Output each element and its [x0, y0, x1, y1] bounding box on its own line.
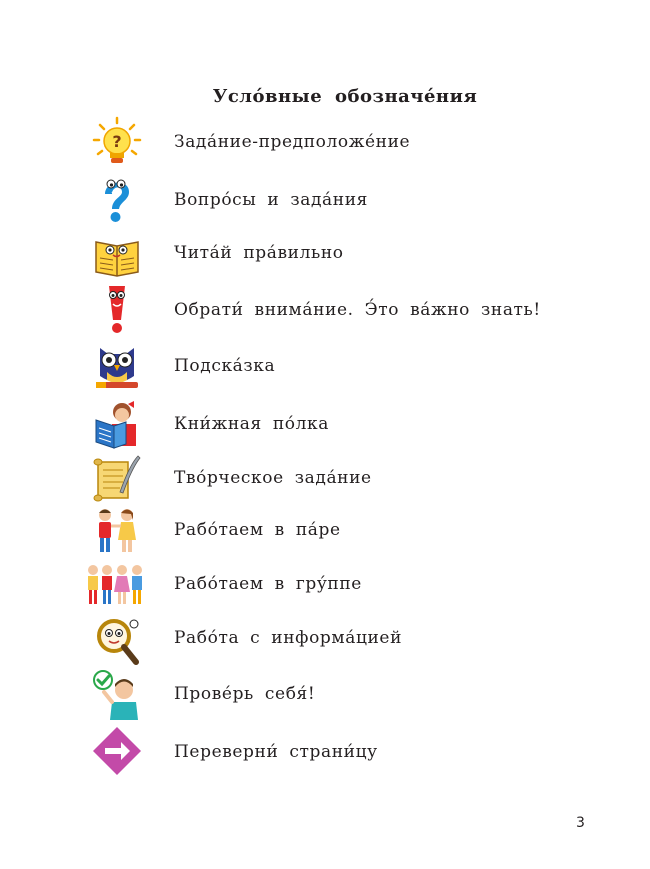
legend-label: Рабо́таем в гру́ппе: [174, 574, 362, 594]
legend-label: Подска́зка: [174, 356, 276, 376]
legend-item: [0, 668, 650, 724]
question-mark-character-icon: [90, 172, 144, 226]
legend-label: Прове́рь себя́!: [174, 684, 316, 704]
scroll-with-quill-icon: [90, 452, 144, 506]
legend-label: Обрати́ внима́ние. Э́то ва́жно знать!: [174, 300, 541, 320]
legend-label: Чита́й пра́вильно: [174, 243, 344, 263]
legend-item: [0, 228, 650, 284]
legend-label: Рабо́та с информа́цией: [174, 628, 403, 648]
legend-label: Переверни́ страни́цу: [174, 742, 378, 762]
legend-item: [0, 614, 650, 670]
two-children-icon: [90, 506, 144, 560]
group-of-children-icon: [84, 560, 146, 614]
lightbulb-question-icon: [90, 116, 144, 170]
svg-text:?: ?: [112, 132, 122, 151]
legend-item: [0, 340, 650, 396]
legend-item: [0, 172, 650, 228]
legend-item: [0, 560, 650, 616]
legend-item: [0, 398, 650, 454]
legend-label: Вопро́сы и зада́ния: [174, 190, 368, 210]
owl-icon: [90, 340, 144, 394]
legend-label: Рабо́таем в па́ре: [174, 520, 341, 540]
girl-reading-book-icon: [90, 398, 144, 452]
legend-label: Кни́жная по́лка: [174, 414, 329, 434]
legend-title: Усло́вные обозначе́ния: [212, 86, 478, 107]
turn-page-arrow-icon: [90, 724, 144, 778]
legend-item: [0, 724, 650, 780]
legend-item: [0, 506, 650, 562]
magnifying-glass-character-icon: [90, 614, 144, 668]
exclamation-mark-character-icon: [90, 282, 144, 336]
legend-item: [0, 282, 650, 338]
legend-label: Зада́ние-предположе́ние: [174, 132, 411, 152]
page-number: 3: [576, 815, 585, 831]
legend-label: Тво́рческое зада́ние: [174, 468, 372, 488]
boy-with-checkmark-icon: [90, 668, 144, 722]
legend-item: [0, 452, 650, 508]
legend-item: [0, 116, 650, 172]
reading-book-character-icon: [90, 228, 144, 282]
